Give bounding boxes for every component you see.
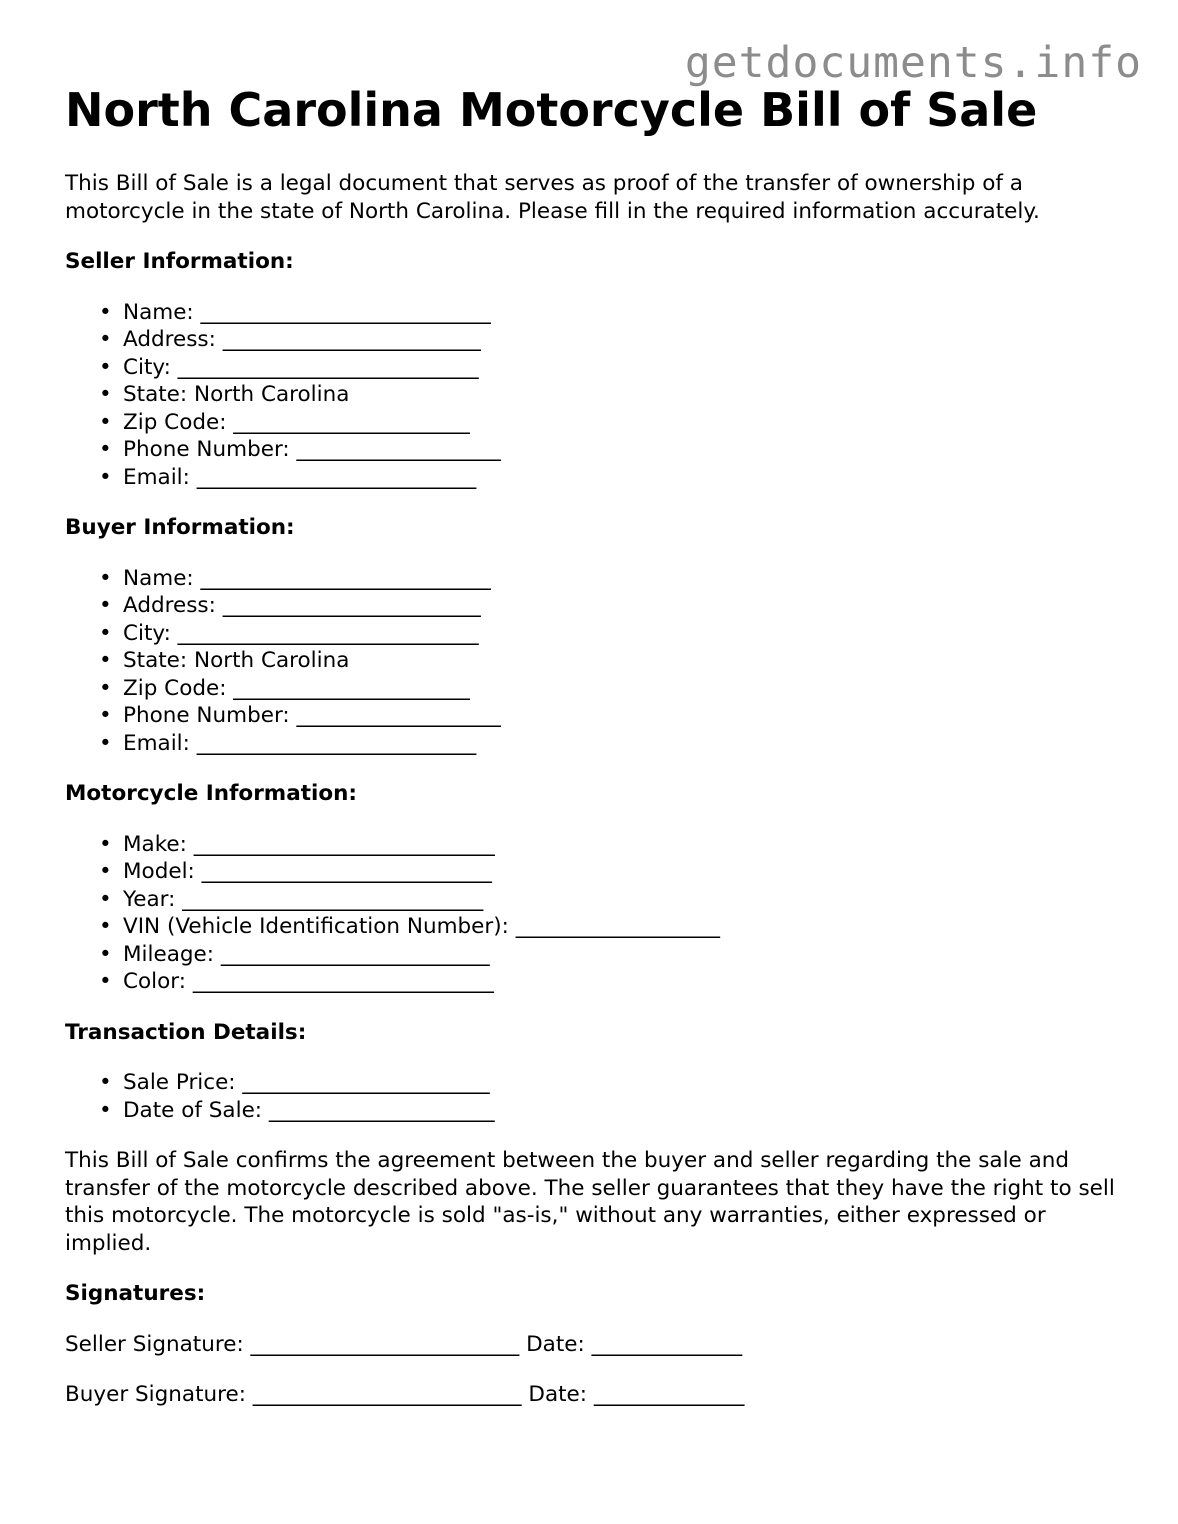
buyer-signature-line: Buyer Signature: _________________________ Date: ______________ (65, 1382, 745, 1407)
buyer-state-field: • State: North Carolina (123, 647, 1135, 675)
seller-email-field: • Email: __________________________ (123, 464, 1135, 492)
buyer-city-field: • City: ____________________________ (123, 620, 1135, 648)
seller-state-field: • State: North Carolina (123, 381, 1135, 409)
vin-field: • VIN (Vehicle Identification Number): ___________________ (123, 913, 1135, 941)
model-field: • Model: ___________________________ (123, 858, 1135, 886)
date-of-sale-field: • Date of Sale: _____________________ (123, 1097, 1135, 1125)
motorcycle-heading: Motorcycle Information: (65, 781, 358, 806)
seller-list (65, 299, 1135, 492)
buyer-email-field: • Email: __________________________ (123, 730, 1135, 758)
page-title: North Carolina Motorcycle Bill of Sale (65, 83, 1038, 137)
signatures-heading: Signatures: (65, 1281, 206, 1306)
seller-name-field: • Name: ___________________________ (123, 299, 1135, 327)
seller-phone-field: • Phone Number: ___________________ (123, 436, 1135, 464)
color-field: • Color: ____________________________ (123, 968, 1135, 996)
transaction-list (65, 1069, 1135, 1124)
seller-signature-line: Seller Signature: _________________________ Date: ______________ (65, 1331, 743, 1357)
seller-zip-field: • Zip Code: ______________________ (123, 409, 1135, 437)
seller-address-field: • Address: ________________________ (123, 326, 1135, 354)
seller-city-field: • City: ____________________________ (123, 354, 1135, 382)
make-field: • Make: ____________________________ (123, 831, 1135, 859)
buyer-list (65, 565, 1135, 758)
buyer-heading: Buyer Information: (65, 515, 295, 540)
document-page (65, 80, 1135, 1409)
buyer-phone-field: • Phone Number: ___________________ (123, 702, 1135, 730)
agreement-paragraph: This Bill of Sale confirms the agreement between the buyer and seller regarding the sale and transfer of the motorcycle described above. The seller guarantees that they have the right to sell this motorcycle. The motorcycle is sold "as-is," without any warranties, either expressed or implied. (65, 1148, 1115, 1256)
transaction-heading: Transaction Details: (65, 1019, 307, 1045)
buyer-zip-field: • Zip Code: ______________________ (123, 675, 1135, 703)
buyer-name-field: • Name: ___________________________ (123, 565, 1135, 593)
buyer-address-field: • Address: ________________________ (123, 592, 1135, 620)
watermark: getdocuments.info (684, 38, 1142, 88)
seller-heading: Seller Information: (65, 249, 294, 274)
motorcycle-list (65, 831, 1135, 996)
intro-paragraph: This Bill of Sale is a legal document that serves as proof of the transfer of ownership of a motorcycle in the state of North Carolina. Please fill in the required information accurately. (65, 171, 1040, 224)
sale-price-field: • Sale Price: _______________________ (123, 1069, 1135, 1097)
mileage-field: • Mileage: _________________________ (123, 941, 1135, 969)
year-field: • Year: ____________________________ (123, 886, 1135, 914)
